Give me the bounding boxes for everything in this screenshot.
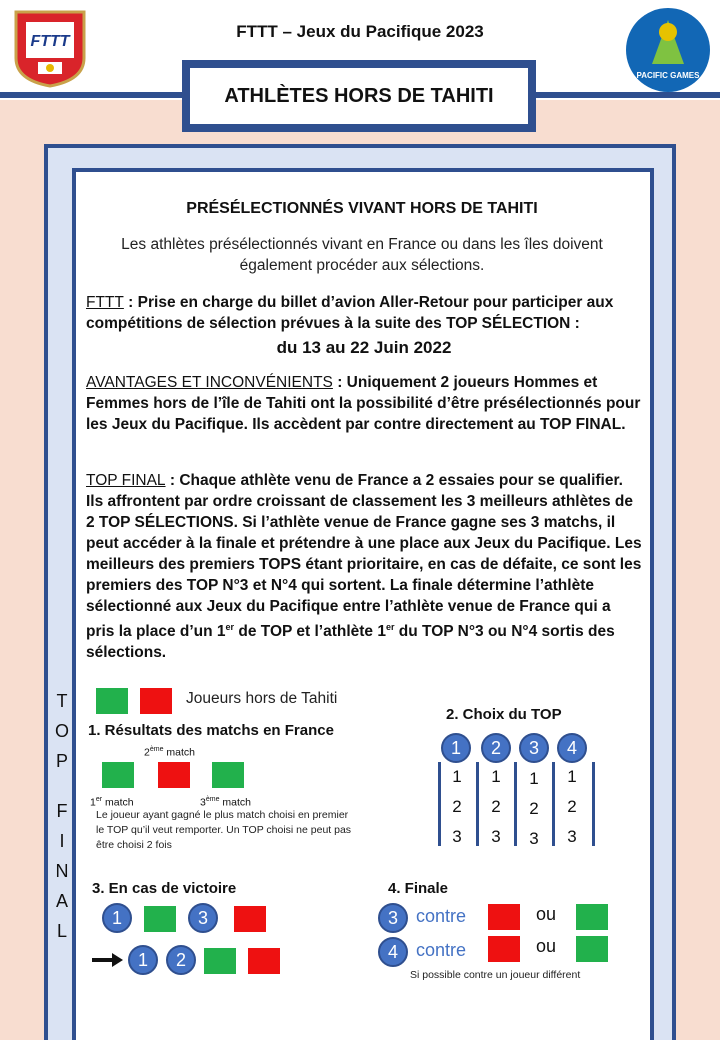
final-green-square bbox=[576, 904, 608, 930]
top-final-text-2: de TOP et l’athlète 1 bbox=[234, 623, 386, 641]
victory-circle-1b: 1 bbox=[128, 945, 158, 975]
match-1-label: 1er match bbox=[90, 796, 134, 809]
section-heading: PRÉSÉLECTIONNÉS VIVANT HORS DE TAHITI bbox=[186, 200, 538, 217]
final-red-square bbox=[488, 904, 520, 930]
section-1-note: Le joueur ayant gagné le plus match choisi en premier le TOP qu’il veut remporter. Un TOP choisi ne peut pas être choisi 2 fois bbox=[96, 809, 352, 851]
advantages-label: AVANTAGES ET INCONVÉNIENTS bbox=[86, 374, 333, 391]
final-circle-3: 3 bbox=[378, 903, 408, 933]
match-1-square bbox=[102, 762, 134, 788]
top-2-circle: 2 bbox=[481, 733, 511, 763]
section-3-title: 3. En cas de victoire bbox=[92, 880, 237, 897]
pacific-games-logo bbox=[624, 6, 712, 94]
match-3-square bbox=[212, 762, 244, 788]
final-red-square-2 bbox=[488, 936, 520, 962]
section-4-title: 4. Finale bbox=[388, 880, 449, 897]
fttt-text: : Prise en charge du billet d’avion Aller-Retour pour participer aux compétitions de sélection prévues à la suite des TOP SÉLECTION : bbox=[86, 294, 614, 332]
contre-label: contre bbox=[416, 940, 467, 960]
section-1-title: 1. Résultats des matchs en France bbox=[88, 722, 334, 739]
side-letter: O bbox=[54, 721, 69, 741]
side-letter: I bbox=[59, 831, 65, 851]
top-final-text-1: : Chaque athlète venu de France a 2 essaies pour se qualifier. Ils affrontent par ordre croissant de classement les 3 meilleurs athlètes de 2 TOP SÉLECTIONS. Si l’athlète venue de France gagne ses 3 matchs, il peut accéder à la finale et prétendre à une place aux Jeux du Pacifique. Les meilleurs des premiers TOPS étant prioritaire, en cas de défaite, ce sont les premiers des TOP N°3 et N°4 qui sortent. La finale détermine l’athlète sélectionné aux Jeux du Pacifique entre l’athlète venue de France qui a pris la place d’un 1 bbox=[86, 472, 642, 641]
top-3-ranks: 1 2 3 bbox=[529, 769, 539, 848]
victory-circle-1: 1 bbox=[102, 903, 132, 933]
top-2-ranks: 1 2 3 bbox=[491, 767, 501, 846]
match-2-label: 2ème match bbox=[144, 746, 195, 759]
advantages-paragraph bbox=[86, 372, 642, 435]
dates: du 13 au 22 Juin 2022 bbox=[276, 338, 452, 357]
top-final-paragraph bbox=[86, 470, 642, 663]
victory-green-square bbox=[144, 906, 176, 932]
legend-label: Joueurs hors de Tahiti bbox=[186, 690, 338, 707]
match-2-square bbox=[158, 762, 190, 788]
side-letter: P bbox=[55, 751, 68, 771]
top-final-text-3: du TOP N°3 ou N°4 sortis des sélections. bbox=[86, 623, 615, 662]
intro-text: Les athlètes présélectionnés vivant en France ou dans les îles doivent également procéder aux sélections. bbox=[121, 236, 603, 274]
ou-label: ou bbox=[536, 936, 557, 956]
side-letter: T bbox=[56, 691, 68, 711]
victory-green-square-2 bbox=[204, 948, 236, 974]
top-4-circle: 4 bbox=[557, 733, 587, 763]
advantages-text: : Uniquement 2 joueurs Hommes et Femmes hors de l’île de Tahiti ont la possibilité d’être présélectionnés pour les Jeux du Pacifique. Ils accèdent par contre directement au TOP FINAL. bbox=[86, 374, 641, 433]
document-title: FTTT – Jeux du Pacifique 2023 bbox=[236, 22, 484, 41]
top-1-circle: 1 bbox=[441, 733, 471, 763]
section-2-title: 2. Choix du TOP bbox=[446, 706, 562, 723]
match-3-label: 3ème match bbox=[200, 796, 251, 809]
arrow-icon bbox=[92, 952, 124, 973]
final-circle-4: 4 bbox=[378, 937, 408, 967]
top-final-label: TOP FINAL bbox=[86, 472, 166, 489]
final-note: Si possible contre un joueur différent bbox=[410, 969, 581, 981]
legend-green-square bbox=[96, 688, 128, 714]
main-title: ATHLÈTES HORS DE TAHITI bbox=[190, 68, 528, 124]
svg-text:FTTT: FTTT bbox=[30, 33, 70, 50]
side-letter: F bbox=[56, 801, 68, 821]
ou-label: ou bbox=[536, 904, 557, 924]
side-letter bbox=[52, 776, 72, 796]
svg-text:PACIFIC GAMES: PACIFIC GAMES bbox=[636, 71, 700, 80]
top-4-ranks: 1 2 3 bbox=[567, 767, 577, 846]
side-letter: L bbox=[56, 921, 67, 941]
fttt-logo bbox=[12, 8, 88, 88]
top-1-ranks: 1 2 3 bbox=[452, 767, 462, 846]
victory-red-square bbox=[234, 906, 266, 932]
victory-red-square-2 bbox=[248, 948, 280, 974]
final-green-square-2 bbox=[576, 936, 608, 962]
victory-circle-2: 2 bbox=[166, 945, 196, 975]
fttt-paragraph bbox=[86, 292, 642, 334]
victory-circle-3: 3 bbox=[188, 903, 218, 933]
column-divider bbox=[592, 762, 595, 846]
top-3-circle: 3 bbox=[519, 733, 549, 763]
fttt-label: FTTT bbox=[86, 294, 124, 311]
legend-red-square bbox=[140, 688, 172, 714]
contre-label: contre bbox=[416, 906, 467, 926]
side-letter: N bbox=[55, 861, 69, 881]
superscript: er bbox=[385, 622, 395, 632]
superscript: er bbox=[225, 622, 235, 632]
side-letter: A bbox=[55, 891, 68, 911]
side-label-top-final bbox=[52, 686, 72, 946]
